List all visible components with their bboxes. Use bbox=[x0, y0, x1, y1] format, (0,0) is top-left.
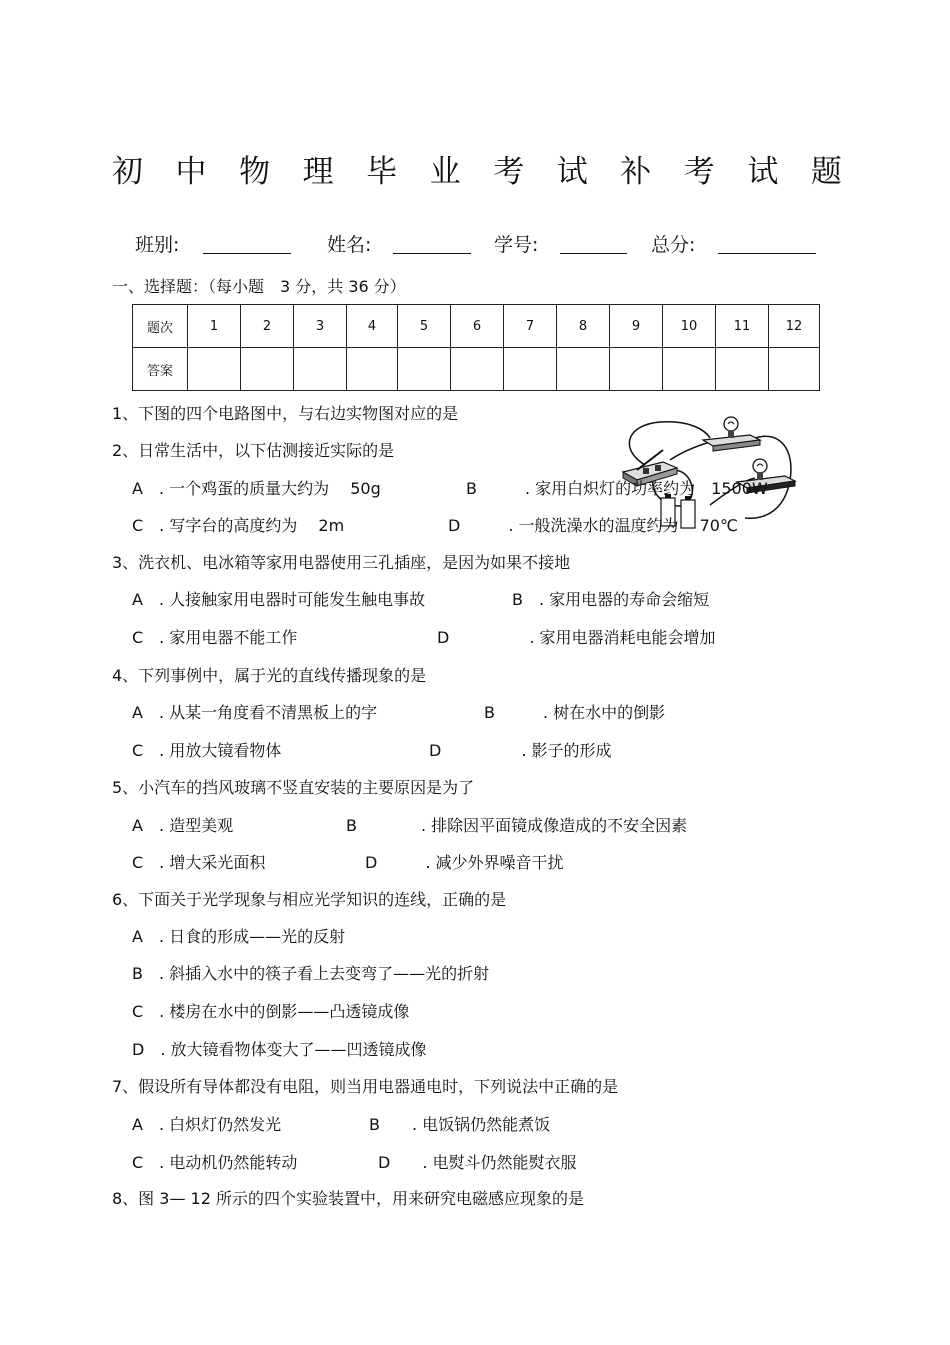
answer-cell[interactable] bbox=[769, 348, 820, 391]
option-c: C . 增大采光面积 bbox=[132, 853, 266, 872]
question-7: 7、假设所有导体都没有电阻，则当用电器通电时，下列说法中正确的是 bbox=[112, 1077, 619, 1096]
option-b: B . 排除因平面镜成像造成的不安全因素 bbox=[346, 816, 688, 835]
answer-cell[interactable] bbox=[188, 348, 241, 391]
question-number: 3 bbox=[294, 305, 347, 348]
answer-cell[interactable] bbox=[347, 348, 398, 391]
option-b: B . 家用白炽灯的功率约为 1500W bbox=[466, 479, 768, 498]
answer-cell[interactable] bbox=[663, 348, 716, 391]
option-a: A . 从某一角度看不清黑板上的字 bbox=[132, 703, 378, 722]
answer-cell[interactable] bbox=[241, 348, 294, 391]
option-a: A . 人接触家用电器时可能发生触电事故 bbox=[132, 590, 426, 609]
option-d: D . 影子的形成 bbox=[429, 741, 612, 760]
answer-cell[interactable] bbox=[398, 348, 451, 391]
name-field[interactable] bbox=[393, 253, 471, 254]
answer-cell[interactable] bbox=[610, 348, 663, 391]
title-char: 补 bbox=[620, 154, 652, 190]
title-char: 物 bbox=[239, 154, 271, 190]
option-b: B . 树在水中的倒影 bbox=[484, 703, 666, 722]
option-c: C . 电动机仍然能转动 bbox=[132, 1153, 298, 1172]
answer-cell[interactable] bbox=[504, 348, 557, 391]
option-a: A . 造型美观 bbox=[132, 816, 234, 835]
option-d: D . 减少外界噪音干扰 bbox=[365, 853, 564, 872]
class-label: 班别: bbox=[135, 234, 180, 256]
title-char: 试 bbox=[747, 154, 779, 190]
option-d: D . 家用电器消耗电能会增加 bbox=[437, 628, 716, 647]
class-field[interactable] bbox=[203, 253, 291, 254]
option-a: A . 一个鸡蛋的质量大约为 50g bbox=[132, 479, 381, 498]
option-b: B . 电饭锅仍然能煮饭 bbox=[369, 1115, 551, 1134]
title-char: 初 bbox=[112, 154, 143, 190]
title-char: 业 bbox=[429, 154, 461, 190]
table-row bbox=[133, 348, 820, 391]
question-4: 4、下列事例中，属于光的直线传播现象的是 bbox=[112, 666, 427, 685]
question-number: 10 bbox=[663, 305, 716, 348]
question-number: 7 bbox=[504, 305, 557, 348]
answer-cell[interactable] bbox=[557, 348, 610, 391]
question-number: 2 bbox=[241, 305, 294, 348]
table-row bbox=[133, 305, 820, 348]
option-b: B . 家用电器的寿命会缩短 bbox=[512, 590, 710, 609]
option-c: C . 楼房在水中的倒影——凸透镜成像 bbox=[132, 1002, 410, 1021]
option-a: A . 日食的形成——光的反射 bbox=[132, 927, 346, 946]
bulb-top bbox=[703, 417, 760, 451]
answer-table bbox=[132, 304, 820, 391]
question-2: 2、日常生活中，以下估测接近实际的是 bbox=[112, 441, 395, 460]
question-8: 8、图 3— 12 所示的四个实验装置中，用来研究电磁感应现象的是 bbox=[112, 1189, 584, 1208]
question-3: 3、洗衣机、电冰箱等家用电器使用三孔插座，是因为如果不接地 bbox=[112, 553, 571, 572]
title-char: 考 bbox=[493, 154, 525, 190]
score-field[interactable] bbox=[718, 253, 816, 254]
option-d: D . 放大镜看物体变大了——凹透镜成像 bbox=[132, 1040, 427, 1059]
title-char: 题 bbox=[810, 154, 842, 190]
option-c: C . 用放大镜看物体 bbox=[132, 741, 282, 760]
answer-cell[interactable] bbox=[294, 348, 347, 391]
row-header: 答案 bbox=[133, 348, 188, 391]
title-char: 理 bbox=[302, 154, 334, 190]
question-number: 9 bbox=[610, 305, 663, 348]
title-char: 毕 bbox=[366, 154, 398, 190]
answer-cell[interactable] bbox=[451, 348, 504, 391]
student-info-row bbox=[0, 226, 950, 260]
title-char: 试 bbox=[556, 154, 588, 190]
question-number: 5 bbox=[398, 305, 451, 348]
question-number: 1 bbox=[188, 305, 241, 348]
question-6: 6、下面关于光学现象与相应光学知识的连线，正确的是 bbox=[112, 890, 507, 909]
section-heading: 一、选择题：（每小题 3 分，共 36 分） bbox=[112, 277, 406, 296]
id-field[interactable] bbox=[560, 253, 627, 254]
question-number: 4 bbox=[347, 305, 398, 348]
question-number: 6 bbox=[451, 305, 504, 348]
name-label: 姓名: bbox=[327, 234, 372, 256]
question-1: 1、下图的四个电路图中，与右边实物图对应的是 bbox=[112, 404, 459, 423]
option-c: C . 写字台的高度约为 2m bbox=[132, 516, 345, 535]
question-number: 12 bbox=[769, 305, 820, 348]
score-label: 总分: bbox=[651, 234, 696, 256]
option-b: B . 斜插入水中的筷子看上去变弯了——光的折射 bbox=[132, 964, 490, 983]
option-d: D . 一般洗澡水的温度约为 70℃ bbox=[448, 516, 738, 535]
option-c: C . 家用电器不能工作 bbox=[132, 628, 298, 647]
row-header: 题次 bbox=[133, 305, 188, 348]
title-char: 考 bbox=[683, 154, 715, 190]
title-char: 中 bbox=[175, 154, 207, 190]
option-d: D . 电熨斗仍然能熨衣服 bbox=[378, 1153, 577, 1172]
question-5: 5、小汽车的挡风玻璃不竖直安装的主要原因是为了 bbox=[112, 778, 475, 797]
page-title bbox=[112, 146, 842, 191]
question-number: 8 bbox=[557, 305, 610, 348]
id-label: 学号: bbox=[494, 234, 539, 256]
answer-cell[interactable] bbox=[716, 348, 769, 391]
question-number: 11 bbox=[716, 305, 769, 348]
option-a: A . 白炽灯仍然发光 bbox=[132, 1115, 282, 1134]
